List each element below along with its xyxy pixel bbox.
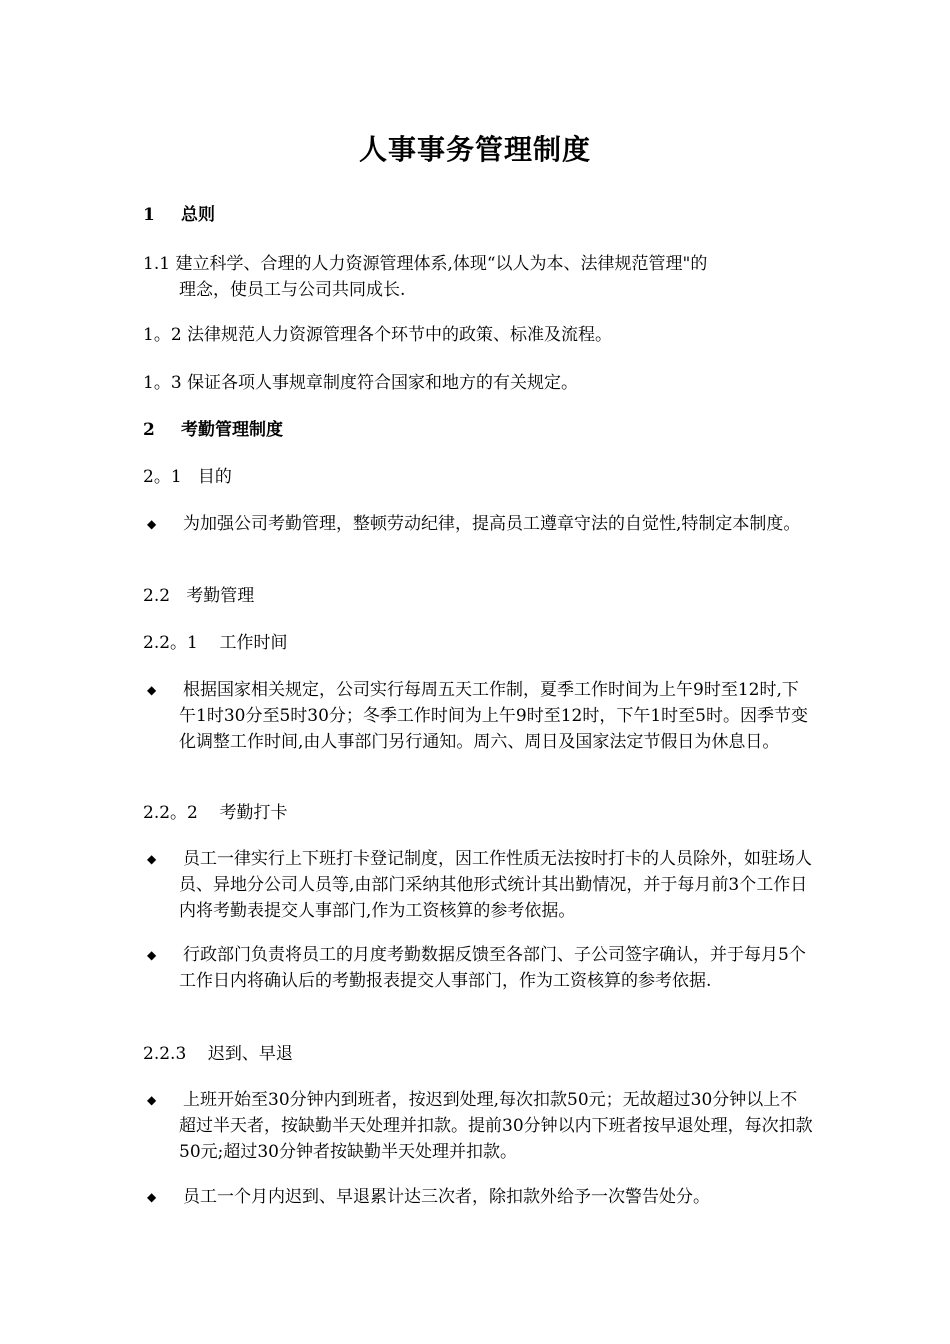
subheading-2-2: 2.2 考勤管理 bbox=[143, 586, 255, 606]
section-heading-2 bbox=[143, 417, 283, 443]
bullet-text: 根据国家相关规定，公司实行每周五天工作制，夏季工作时间为上午9时至12时,下午1时30分至5时30分；冬季工作时间为上午9时至12时，下午1时至5时。因季节变化调整工作时间,由人事部门另行通知。周六、周日及国家法定节假日为休息日。 bbox=[179, 680, 808, 752]
paragraph-line: 1.1 建立科学、合理的人力资源管理体系,体现“以人为本、法律规范管理"的 bbox=[143, 254, 708, 274]
bullet-item bbox=[143, 511, 813, 537]
bullet-diamond-icon: ◆ bbox=[147, 852, 157, 866]
subheading-2-2-2: 2.2。2 考勤打卡 bbox=[143, 803, 288, 823]
subheading-2-2-3: 2.2.3 迟到、早退 bbox=[143, 1044, 293, 1064]
section-title: 考勤管理制度 bbox=[181, 420, 283, 440]
bullet-item bbox=[143, 1184, 813, 1210]
bullet-diamond-icon: ◆ bbox=[147, 948, 157, 962]
paragraph-1-2: 1。2 法律规范人力资源管理各个环节中的政策、标准及流程。 bbox=[143, 325, 613, 345]
paragraph-1-3: 1。3 保证各项人事规章制度符合国家和地方的有关规定。 bbox=[143, 373, 579, 393]
bullet-text: 行政部门负责将员工的月度考勤数据反馈至各部门、子公司签字确认，并于每月5个工作日内将确认后的考勤报表提交人事部门，作为工资核算的参考依据. bbox=[179, 945, 806, 991]
bullet-item bbox=[143, 942, 813, 994]
bullet-text: 员工一个月内迟到、早退累计达三次者，除扣款外给予一次警告处分。 bbox=[183, 1187, 710, 1207]
bullet-diamond-icon: ◆ bbox=[147, 1190, 157, 1204]
subheading-2-1: 2。1 目的 bbox=[143, 467, 232, 487]
bullet-diamond-icon: ◆ bbox=[147, 517, 157, 531]
bullet-item bbox=[143, 846, 813, 924]
bullet-item bbox=[143, 1087, 813, 1165]
bullet-text: 上班开始至30分钟内到班者，按迟到处理,每次扣款50元；无故超过30分钟以上不超过半天者，按缺勤半天处理并扣款。提前30分钟以内下班者按早退处理，每次扣款50元;超过30分钟者按缺勤半天处理并扣款。 bbox=[179, 1090, 813, 1162]
section-number: 1 bbox=[143, 205, 155, 225]
document-title: 人事事务管理制度 bbox=[358, 133, 591, 166]
paragraph-continuation: 理念，使员工与公司共同成长. bbox=[179, 280, 406, 300]
bullet-diamond-icon: ◆ bbox=[147, 1093, 157, 1107]
subheading-2-2-1: 2.2。1 工作时间 bbox=[143, 633, 288, 653]
bullet-item bbox=[143, 677, 813, 755]
section-title: 总则 bbox=[181, 205, 215, 225]
bullet-diamond-icon: ◆ bbox=[147, 683, 157, 697]
section-heading-1 bbox=[143, 202, 215, 228]
section-number: 2 bbox=[143, 420, 155, 440]
bullet-text: 员工一律实行上下班打卡登记制度，因工作性质无法按时打卡的人员除外，如驻场人员、异地分公司人员等,由部门采纳其他形式统计其出勤情况，并于每月前3个工作日内将考勤表提交人事部门,作为工资核算的参考依据。 bbox=[179, 849, 812, 921]
bullet-text: 为加强公司考勤管理，整顿劳动纪律，提高员工遵章守法的自觉性,特制定本制度。 bbox=[183, 514, 801, 534]
paragraph-1-1 bbox=[143, 251, 813, 303]
